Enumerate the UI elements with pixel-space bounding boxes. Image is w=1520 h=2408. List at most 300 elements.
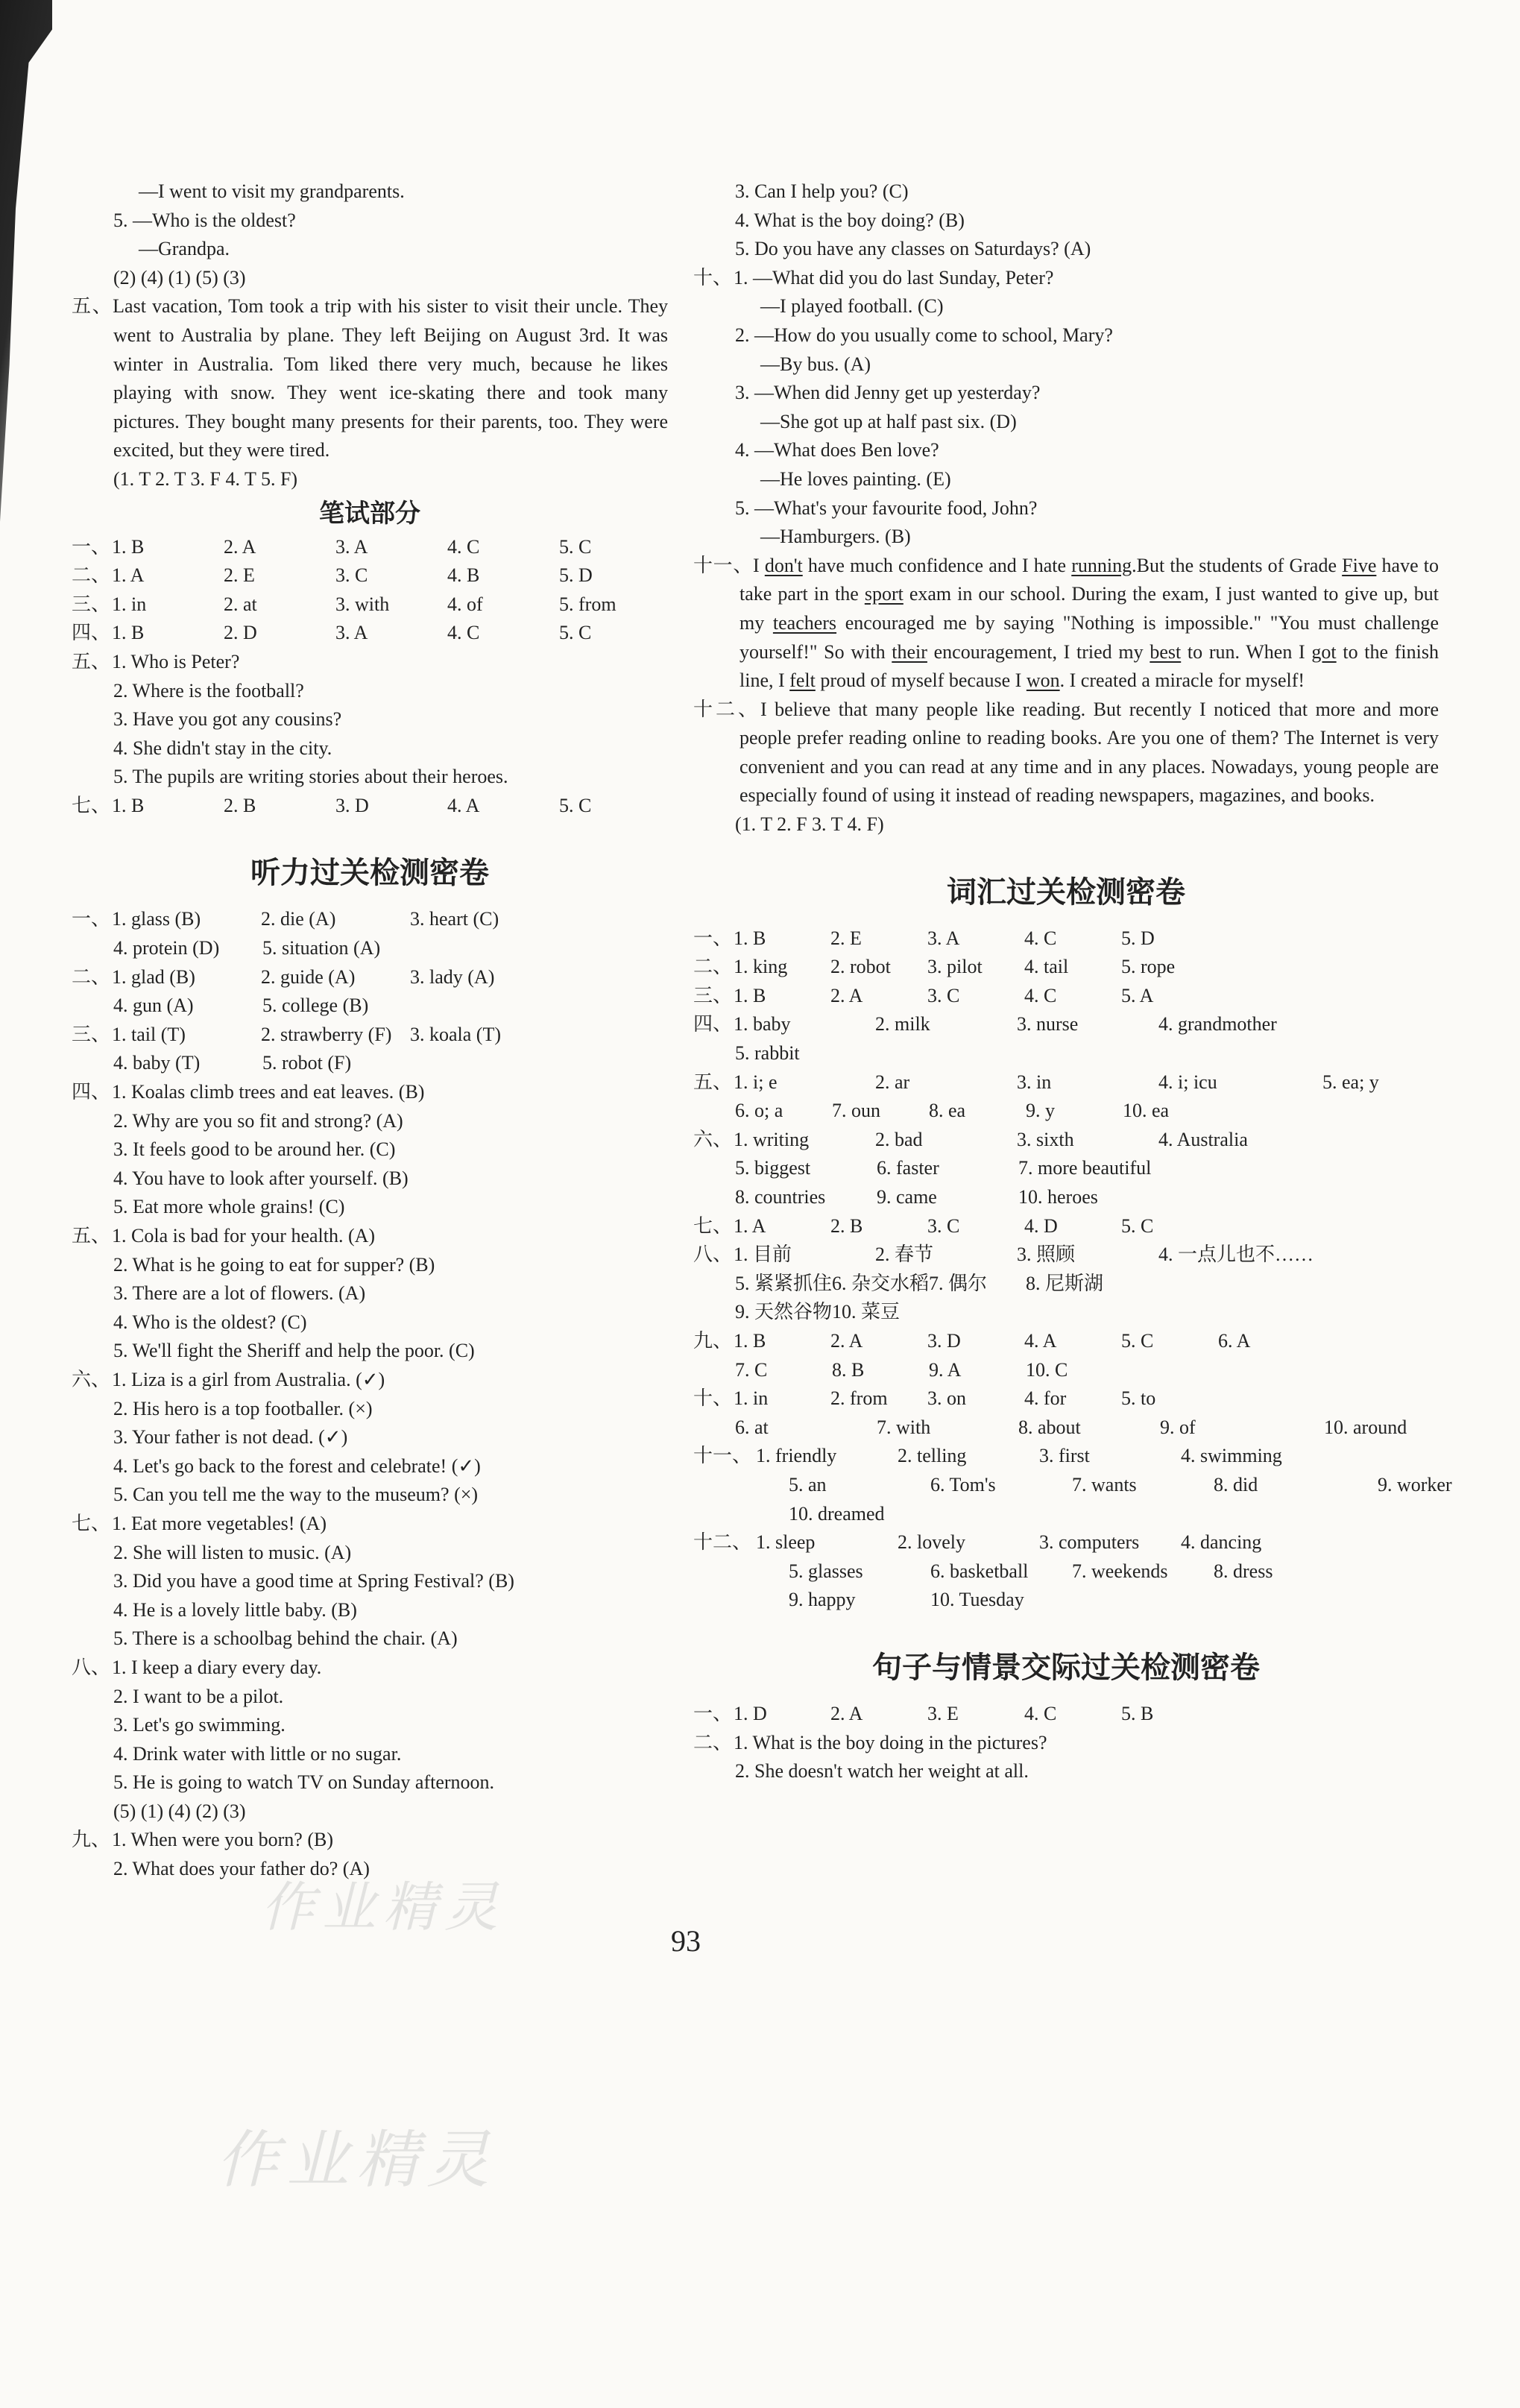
sentence-answer bbox=[72, 1222, 668, 1251]
answer-text: 3. It feels good to be around her. (C) bbox=[113, 1138, 396, 1161]
answer-text: 1. Eat more vegetables! (A) bbox=[112, 1512, 327, 1534]
answer-item: 1. A bbox=[112, 564, 145, 587]
answer-row bbox=[72, 963, 668, 992]
answer-text: —Grandpa. bbox=[139, 238, 230, 260]
answer-row bbox=[693, 1241, 1439, 1270]
answer-item: 10. around bbox=[1324, 1416, 1407, 1438]
answer-text: 3. There are a lot of flowers. (A) bbox=[113, 1282, 366, 1305]
answer-item: 6. A bbox=[1218, 1329, 1251, 1352]
filled-blank: won bbox=[1026, 669, 1060, 692]
answer-item: 4. D bbox=[1024, 1214, 1058, 1237]
passage-text: to the finish line, I bbox=[739, 640, 1439, 692]
sentence-answer bbox=[72, 1078, 668, 1107]
answer-text: (5) (1) (4) (2) (3) bbox=[113, 1800, 246, 1822]
sentence-answer bbox=[72, 1481, 668, 1510]
sentence-answer bbox=[72, 1308, 668, 1337]
answer-text: —He loves painting. (E) bbox=[760, 467, 951, 490]
answer-item: 9. worker bbox=[1378, 1473, 1452, 1495]
answer-item: 1. D bbox=[734, 1702, 767, 1724]
answer-row bbox=[72, 590, 668, 620]
sentence-answer bbox=[72, 1337, 668, 1366]
answer-item: 3. D bbox=[335, 794, 369, 816]
answer-text: 1. When were you born? (B) bbox=[112, 1829, 333, 1851]
answer-item: 1. sleep bbox=[756, 1531, 816, 1554]
answer-item: 8. B bbox=[832, 1358, 865, 1381]
passage-text: I bbox=[752, 554, 765, 576]
answer-item: 5. C bbox=[559, 794, 592, 816]
answer-text: 3. Did you have a good time at Spring Festival? (B) bbox=[113, 1570, 514, 1592]
answer-item: 9. came bbox=[877, 1186, 937, 1208]
answer-item: 4. grandmother bbox=[1158, 1013, 1277, 1036]
answer-text: 4. Drink water with little or no sugar. bbox=[113, 1742, 402, 1765]
answer-row bbox=[693, 1384, 1439, 1413]
answer-item: 1. B bbox=[112, 535, 145, 558]
answer-item: 3. E bbox=[927, 1702, 959, 1724]
answer-item: 5. ea; y bbox=[1322, 1071, 1379, 1093]
section-label: 一、 bbox=[693, 1702, 733, 1724]
sentence-answer bbox=[72, 1539, 668, 1568]
answer-text: 1. What is the boy doing in the pictures? bbox=[734, 1731, 1047, 1753]
answer-item: 3. first bbox=[1039, 1445, 1090, 1467]
answer-item: 6. basketball bbox=[930, 1560, 1029, 1582]
dialog-answer bbox=[693, 350, 1439, 379]
answer-item: 4. i; icu bbox=[1158, 1071, 1217, 1093]
dialog-question bbox=[693, 494, 1439, 523]
answer-item: 1. 目前 bbox=[734, 1244, 792, 1266]
watermark: 作业精灵 bbox=[216, 2123, 497, 2196]
dialog-line bbox=[72, 235, 668, 264]
dialog-line bbox=[72, 177, 668, 207]
answer-item: 1. writing bbox=[734, 1128, 810, 1150]
answer-item: 5. B bbox=[1121, 1702, 1154, 1724]
answer-item: 5. situation (A) bbox=[262, 937, 381, 959]
answer-text: 5. There is a schoolbag behind the chair. (A) bbox=[113, 1627, 458, 1650]
answer-item: 5. D bbox=[1121, 927, 1155, 949]
answer-text: (1. T 2. F 3. T 4. F) bbox=[735, 813, 884, 836]
filled-blank: don't bbox=[764, 554, 803, 576]
answer-item: 1. king bbox=[734, 956, 788, 978]
answer-item: 2. robot bbox=[830, 956, 891, 978]
answer-text: 4. What is the boy doing? (B) bbox=[735, 209, 965, 231]
answer-item: 2. telling bbox=[898, 1445, 967, 1467]
section-label: 六、 bbox=[693, 1128, 733, 1150]
answer-text: 3. Can I help you? (C) bbox=[735, 180, 909, 202]
answer-text: 3. Have you got any cousins? bbox=[113, 708, 342, 731]
answer-row bbox=[693, 1183, 1439, 1212]
answer-item: 3. lady (A) bbox=[410, 965, 495, 988]
answer-item: 7. wants bbox=[1072, 1473, 1137, 1495]
answer-item: 2. D bbox=[224, 622, 257, 644]
sentence-answer bbox=[72, 1107, 668, 1136]
answer-row bbox=[693, 1356, 1439, 1385]
answer-item: 3. pilot bbox=[927, 956, 983, 978]
answer-text: 2. Where is the football? bbox=[113, 679, 304, 702]
answer-text: —Hamburgers. (B) bbox=[760, 526, 911, 548]
answer-item: 8. did bbox=[1214, 1473, 1258, 1495]
passage-twelve bbox=[693, 696, 1439, 810]
section-label: 十二、 bbox=[693, 1531, 752, 1554]
sentence-answer bbox=[72, 1654, 668, 1683]
section-label: 八、 bbox=[72, 1656, 111, 1678]
sentence-answer bbox=[693, 1757, 1439, 1786]
answer-item: 7. C bbox=[735, 1358, 768, 1381]
answer-row bbox=[72, 533, 668, 562]
answer-text: 3. Your father is not dead. (✓) bbox=[113, 1426, 348, 1449]
sentence-answer bbox=[72, 1567, 668, 1596]
section-label: 一、 bbox=[72, 535, 111, 558]
answer-text: 3. Let's go swimming. bbox=[113, 1714, 286, 1736]
answer-item: 4. 一点儿也不…… bbox=[1158, 1244, 1314, 1266]
answer-item: 4. tail bbox=[1024, 956, 1069, 978]
section-label: 十、 bbox=[693, 1387, 733, 1410]
sentence-answer bbox=[72, 648, 668, 677]
dialog-question bbox=[693, 321, 1439, 350]
answer-item: 7. oun bbox=[832, 1100, 880, 1122]
answer-item: 2. strawberry (F) bbox=[261, 1023, 392, 1045]
answer-text: (2) (4) (1) (5) (3) bbox=[113, 266, 246, 289]
answer-item: 2. A bbox=[830, 1702, 863, 1724]
answer-item: 3. sixth bbox=[1017, 1128, 1074, 1150]
answer-row bbox=[693, 1154, 1439, 1183]
answer-item: 3. heart (C) bbox=[410, 908, 499, 930]
passage-text: proud of myself because I bbox=[815, 669, 1027, 692]
answer-item: 1. friendly bbox=[756, 1445, 837, 1467]
answer-item: 10. heroes bbox=[1018, 1186, 1098, 1208]
right-column bbox=[693, 177, 1452, 1786]
sentence-answer bbox=[72, 677, 668, 706]
answer-item: 5. C bbox=[1121, 1214, 1154, 1237]
answer-item: 3. C bbox=[927, 1214, 960, 1237]
answer-row bbox=[693, 1442, 1439, 1471]
sentence-answer bbox=[72, 1711, 668, 1740]
dialog-line bbox=[72, 207, 668, 236]
answer-item: 5. A bbox=[1121, 984, 1154, 1006]
answer-text: —She got up at half past six. (D) bbox=[760, 410, 1017, 432]
passage-eleven bbox=[693, 552, 1439, 696]
answer-item: 1. B bbox=[734, 984, 766, 1006]
passage-text: encouraged me by saying "Nothing is impossible." "You must challenge yourself!" So with bbox=[739, 611, 1439, 663]
passage-text: to run. When I bbox=[1181, 640, 1312, 663]
answer-text: (1. T 2. T 3. F 4. T 5. F) bbox=[113, 467, 298, 490]
section-label: 二、 bbox=[72, 564, 111, 587]
sentence-answer bbox=[72, 734, 668, 763]
answer-text: 3. —When did Jenny get up yesterday? bbox=[735, 382, 1041, 404]
sentence-answer bbox=[72, 1510, 668, 1539]
answer-item: 3. 照顾 bbox=[1017, 1244, 1076, 1266]
answer-item: 5. rope bbox=[1121, 956, 1176, 978]
passage-text: exam in our school. During the exam, I just wanted to give up, but my bbox=[739, 583, 1439, 634]
sentence-answer bbox=[72, 1251, 668, 1280]
answer-item: 4. C bbox=[1024, 984, 1057, 1006]
answer-item: 2. bad bbox=[875, 1128, 923, 1150]
answer-item: 7. with bbox=[877, 1416, 931, 1438]
answer-item: 1. B bbox=[734, 1329, 766, 1352]
sentence-answer bbox=[72, 1423, 668, 1452]
section-title-sentence: 句子与情景交际过关检测密卷 bbox=[872, 1650, 1260, 1685]
answer-text: 2. His hero is a top footballer. (×) bbox=[113, 1397, 373, 1419]
answer-item: 2. guide (A) bbox=[261, 965, 356, 988]
answer-text: 4. —What does Ben love? bbox=[735, 439, 939, 461]
sentence-answer bbox=[72, 1135, 668, 1164]
answer-item: 2. B bbox=[224, 794, 256, 816]
sentence-answer bbox=[72, 1279, 668, 1308]
scan-shadow-edge bbox=[0, 0, 52, 522]
answer-row bbox=[72, 792, 668, 821]
section-label: 三、 bbox=[693, 984, 733, 1006]
answer-item: 1. B bbox=[112, 622, 145, 644]
answer-text: —I played football. (C) bbox=[760, 295, 944, 318]
answer-item: 3. A bbox=[335, 622, 368, 644]
answer-row bbox=[693, 1327, 1439, 1356]
answer-row bbox=[693, 1700, 1439, 1729]
answer-item: 10. 菜豆 bbox=[832, 1301, 901, 1323]
answer-item: 9. A bbox=[929, 1358, 962, 1381]
sentence-answer bbox=[693, 1729, 1439, 1758]
answer-item: 2. lovely bbox=[898, 1531, 965, 1554]
answer-item: 7. 偶尔 bbox=[929, 1272, 988, 1294]
answer-item: 4. Australia bbox=[1158, 1128, 1248, 1150]
answer-row bbox=[693, 1298, 1439, 1327]
answer-item: 3. koala (T) bbox=[410, 1023, 502, 1045]
answer-item: 2. A bbox=[224, 535, 256, 558]
answer-text: 4. Let's go back to the forest and celebrate! (✓) bbox=[113, 1454, 481, 1477]
sentence-answer bbox=[72, 1193, 668, 1222]
answer-item: 6. at bbox=[735, 1416, 769, 1438]
answer-item: 2. milk bbox=[875, 1013, 930, 1036]
answer-item: 4. B bbox=[447, 564, 480, 587]
answer-text: 2. She doesn't watch her weight at all. bbox=[735, 1760, 1029, 1783]
answer-item: 2. A bbox=[830, 984, 863, 1006]
answer-item: 10. ea bbox=[1123, 1100, 1170, 1122]
filled-blank: teachers bbox=[772, 611, 837, 634]
dialog-question bbox=[693, 379, 1439, 408]
answer-item: 5. glasses bbox=[789, 1560, 863, 1582]
answer-item: 5. robot (F) bbox=[262, 1052, 352, 1074]
section-label: 四、 bbox=[72, 622, 111, 644]
answer-item: 8. 尼斯湖 bbox=[1026, 1272, 1104, 1294]
answer-item: 4. C bbox=[1024, 1702, 1057, 1724]
answer-row bbox=[693, 1010, 1439, 1039]
answer-item: 1. A bbox=[734, 1214, 766, 1237]
answer-item: 1. B bbox=[734, 927, 766, 949]
filled-blank: running bbox=[1071, 554, 1132, 576]
answer-text: 4. He is a lovely little baby. (B) bbox=[113, 1598, 357, 1621]
sentence-answer bbox=[72, 1164, 668, 1194]
sentence-answer bbox=[693, 235, 1439, 264]
answer-text: 5. The pupils are writing stories about their heroes. bbox=[113, 766, 508, 788]
answer-text: 1. Who is Peter? bbox=[112, 650, 240, 672]
answer-row bbox=[72, 934, 668, 963]
answer-item: 3. computers bbox=[1039, 1531, 1140, 1554]
answer-item: 3. on bbox=[927, 1387, 966, 1410]
answer-row bbox=[72, 561, 668, 590]
left-column bbox=[72, 177, 668, 1884]
answer-item: 4. A bbox=[1024, 1329, 1057, 1352]
answer-item: 4. gun (A) bbox=[113, 995, 194, 1017]
section-label: 十、 bbox=[693, 266, 733, 289]
answer-item: 4. A bbox=[447, 794, 480, 816]
section-label: 四、 bbox=[72, 1081, 111, 1103]
passage-text: have much confidence and I hate bbox=[802, 554, 1072, 576]
answer-row bbox=[693, 1212, 1439, 1241]
answer-row bbox=[693, 1528, 1439, 1557]
answer-item: 9. happy bbox=[789, 1589, 856, 1611]
answer-item: 9. of bbox=[1160, 1416, 1196, 1438]
answer-item: 1. glass (B) bbox=[112, 908, 201, 930]
filled-blank: felt bbox=[789, 669, 816, 692]
sentence-answer bbox=[72, 1797, 668, 1827]
answer-item: 3. nurse bbox=[1017, 1013, 1079, 1036]
answer-item: 4. dancing bbox=[1181, 1531, 1262, 1554]
answer-row bbox=[693, 924, 1439, 954]
answer-item: 2. A bbox=[830, 1329, 863, 1352]
answer-row bbox=[693, 1068, 1439, 1097]
answer-item: 4. of bbox=[447, 593, 483, 615]
answer-item: 5. C bbox=[559, 535, 592, 558]
section-label: 十一、 bbox=[693, 1445, 752, 1467]
answer-item: 4. C bbox=[1024, 927, 1057, 949]
answer-row bbox=[693, 1500, 1439, 1529]
section-label: 十一、 bbox=[693, 554, 753, 576]
answer-text: 2. She will listen to music. (A) bbox=[113, 1541, 352, 1563]
section-label: 八、 bbox=[693, 1244, 733, 1266]
answer-item: 5. rabbit bbox=[735, 1042, 800, 1065]
answer-item: 5. D bbox=[559, 564, 593, 587]
answer-text: 5. He is going to watch TV on Sunday afternoon. bbox=[113, 1771, 495, 1794]
passage-text: I believe that many people like reading. But recently I noticed that more and more people prefer reading online to reading books. Are you one of them? The Internet is very convenient and you can read at any time and in any places. Nowadays, young people are especially found of using it instead of reading newspapers, magazines, and books. bbox=[739, 698, 1439, 807]
answer-item: 10. C bbox=[1026, 1358, 1068, 1381]
answer-item: 6. 杂交水稻 bbox=[832, 1272, 930, 1294]
dialog-question bbox=[693, 264, 1439, 293]
answer-item: 3. D bbox=[927, 1329, 961, 1352]
section-label: 九、 bbox=[693, 1329, 733, 1352]
answer-item: 10. dreamed bbox=[789, 1502, 885, 1525]
answer-text: —By bus. (A) bbox=[760, 353, 871, 375]
section-label: 五、 bbox=[72, 295, 113, 318]
answer-row bbox=[72, 905, 668, 934]
sentence-answer bbox=[693, 207, 1439, 236]
answer-item: 2. ar bbox=[875, 1071, 910, 1093]
passage-text: encouragement, I tried my bbox=[927, 640, 1150, 663]
answer-item: 3. with bbox=[335, 593, 390, 615]
passage-text: . I created a miracle for myself! bbox=[1059, 669, 1305, 692]
answer-item: 6. faster bbox=[877, 1157, 939, 1179]
answer-text: 1. I keep a diary every day. bbox=[112, 1656, 322, 1678]
answer-item: 1. tail (T) bbox=[112, 1023, 186, 1045]
sentence-answer bbox=[72, 1366, 668, 1395]
passage bbox=[72, 292, 668, 465]
filled-blank: Five bbox=[1342, 554, 1377, 576]
answer-text: 4. She didn't stay in the city. bbox=[113, 737, 332, 759]
answer-text: 2. What does your father do? (A) bbox=[113, 1858, 370, 1880]
answer-text: 5. Can you tell me the way to the museum? (×) bbox=[113, 1484, 479, 1506]
answer-item: 4. C bbox=[447, 622, 480, 644]
answer-item: 4. C bbox=[447, 535, 480, 558]
sentence-answer bbox=[72, 1768, 668, 1797]
answer-item: 1. B bbox=[112, 794, 145, 816]
sentence-answer bbox=[72, 1596, 668, 1625]
section-label: 七、 bbox=[693, 1214, 733, 1237]
answer-item: 5. from bbox=[559, 593, 616, 615]
answer-row bbox=[693, 1270, 1439, 1299]
answer-item: 9. 天然谷物 bbox=[735, 1301, 833, 1323]
section-label: 五、 bbox=[72, 1225, 111, 1246]
dialog-answer bbox=[693, 292, 1439, 321]
answer-row bbox=[693, 1413, 1439, 1443]
answer-item: 2. from bbox=[830, 1387, 888, 1410]
section-label: 十二、 bbox=[693, 698, 760, 720]
section-label: 一、 bbox=[693, 927, 733, 949]
section-label: 七、 bbox=[72, 1512, 111, 1534]
answer-item: 5. college (B) bbox=[262, 995, 369, 1017]
answer-item: 5. to bbox=[1121, 1387, 1156, 1410]
answer-text: 4. Who is the oldest? (C) bbox=[113, 1311, 307, 1333]
section-label: 三、 bbox=[72, 1023, 111, 1045]
answer-row bbox=[72, 1021, 668, 1050]
filled-blank: best bbox=[1150, 640, 1182, 663]
passage-text: .But the students of Grade bbox=[1132, 554, 1343, 576]
answer-text: 4. You have to look after yourself. (B) bbox=[113, 1167, 409, 1189]
tf-answers bbox=[72, 465, 668, 494]
section-title-vocab: 词汇过关检测密卷 bbox=[947, 874, 1185, 910]
answer-item: 8. dress bbox=[1214, 1560, 1273, 1582]
answer-item: 3. C bbox=[927, 984, 960, 1006]
answer-item: 8. countries bbox=[735, 1186, 826, 1208]
tf-answers bbox=[693, 810, 1439, 839]
passage-text: have to take part in the bbox=[739, 554, 1439, 605]
sentence-answer bbox=[72, 1452, 668, 1481]
answer-row bbox=[693, 1097, 1439, 1126]
section-label: 四、 bbox=[693, 1013, 733, 1036]
answer-item: 3. A bbox=[927, 927, 960, 949]
answer-text: 1. Cola is bad for your health. (A) bbox=[112, 1225, 376, 1246]
section-label: 七、 bbox=[72, 794, 111, 816]
answer-item: 3. A bbox=[335, 535, 368, 558]
answer-text: —I went to visit my grandparents. bbox=[139, 180, 405, 202]
answer-text: 5. Do you have any classes on Saturdays? (A) bbox=[735, 238, 1091, 260]
answer-item: 3. C bbox=[335, 564, 368, 587]
section-label: 二、 bbox=[693, 956, 733, 978]
answer-item: 2. E bbox=[830, 927, 862, 949]
dialog-answer bbox=[693, 408, 1439, 437]
section-label: 六、 bbox=[72, 1368, 111, 1390]
answer-item: 1. baby bbox=[734, 1013, 791, 1036]
answer-item: 7. weekends bbox=[1072, 1560, 1168, 1582]
filled-blank: sport bbox=[864, 583, 904, 605]
page-number: 93 bbox=[671, 1924, 701, 1958]
sentence-answer bbox=[72, 763, 668, 792]
answer-item: 1. in bbox=[112, 593, 147, 615]
passage-text: Last vacation, Tom took a trip with his sister to visit their uncle. They went to Australia by plane. They left Beijing on August 3rd. It was winter in Australia. Tom liked there very much, because he likes playing with snow. They went ice-skating there and took many pictures. They bought many presents for their parents, too. They were excited, but they were tired. bbox=[113, 295, 668, 461]
dialog-answer bbox=[693, 465, 1439, 494]
sentence-answer bbox=[72, 1624, 668, 1654]
answer-row bbox=[693, 1471, 1452, 1500]
answer-item: 8. ea bbox=[929, 1100, 966, 1122]
answer-item: 5. 紧紧抓住 bbox=[735, 1272, 833, 1294]
answer-text: 1. —What did you do last Sunday, Peter? bbox=[734, 266, 1054, 289]
section-label: 五、 bbox=[72, 650, 111, 672]
order-answer bbox=[72, 264, 668, 293]
answer-item: 4. protein (D) bbox=[113, 937, 220, 959]
section-label: 一、 bbox=[72, 908, 111, 930]
filled-blank: their bbox=[892, 640, 927, 663]
answer-text: 2. I want to be a pilot. bbox=[113, 1685, 284, 1707]
answer-item: 1. glad (B) bbox=[112, 965, 195, 988]
section-label: 二、 bbox=[72, 965, 111, 988]
section-label: 三、 bbox=[72, 593, 111, 615]
answer-text: 5. Eat more whole grains! (C) bbox=[113, 1196, 345, 1218]
answer-item: 2. at bbox=[224, 593, 257, 615]
